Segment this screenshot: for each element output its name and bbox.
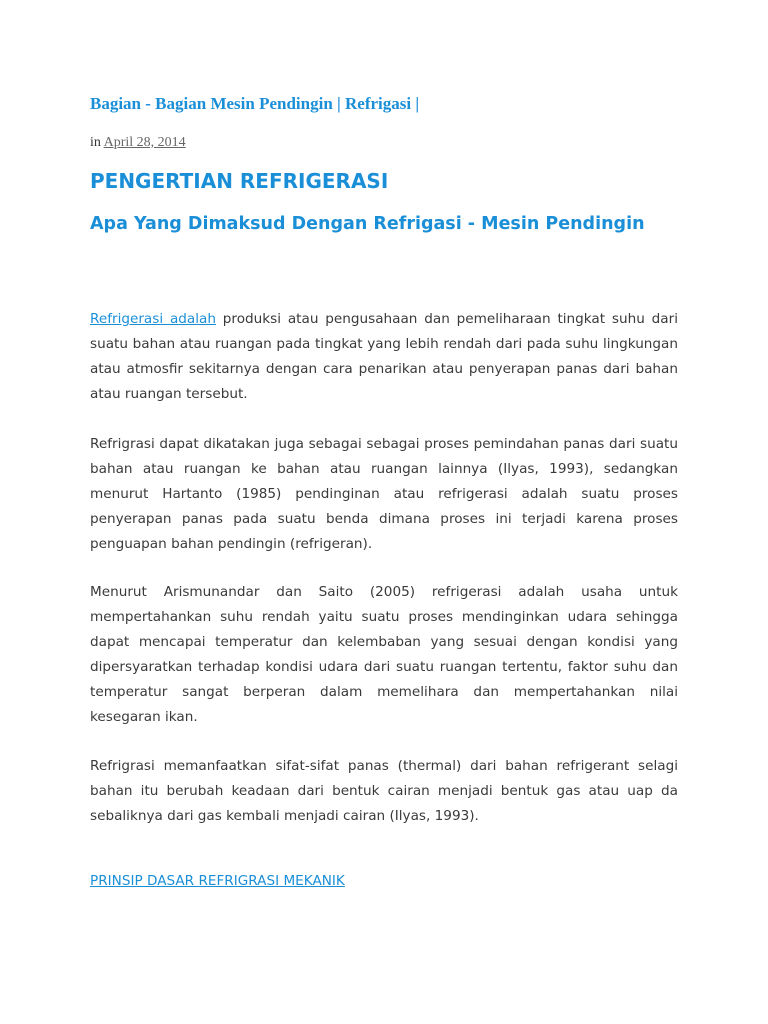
paragraph-1 [90,307,678,407]
paragraph-1-text: produksi atau pengusahaan dan pemeliharaan tingkat suhu dari suatu bahan atau ruangan pada tingkat yang lebih rendah dari pada suhu lingkungan atau atmosfir sekitarnya dengan cara penarikan atau penyerapan panas dari bahan atau ruangan tersebut. [90,311,679,402]
post-meta [90,135,186,151]
paragraph-3: Menurut Arismunandar dan Saito (2005) refrigerasi adalah usaha untuk mempertahankan suhu rendah yaitu suatu proses mendinginkan udara sehingga dapat mencapai temperatur dan kelembaban yang sesuai dengan kondisi yang dipersyaratkan terhadap kondisi udara dari suatu ruangan tertentu, faktor suhu dan temperatur sangat berperan dalam memelihara dan mempertahankan nilai kesegaran ikan. [90,584,678,725]
article-heading: PENGERTIAN REFRIGERASI [90,169,389,193]
meta-prefix: in [90,135,104,150]
prinsip-dasar-link[interactable]: PRINSIP DASAR REFRIGRASI MEKANIK [90,873,345,889]
article-subheading: Apa Yang Dimaksud Dengan Refrigasi - Mesin Pendingin [90,214,645,234]
refrigerasi-adalah-link[interactable]: Refrigerasi adalah [90,311,216,327]
post-date-link[interactable]: April 28, 2014 [103,135,186,150]
paragraph-4: Refrigrasi memanfaatkan sifat-sifat panas (thermal) dari bahan refrigerant selagi bahan itu berubah keadaan dari bentuk cairan menjadi bentuk gas atau uap da sebaliknya dari gas kembali menjadi cairan (Ilyas, 1993). [90,758,678,824]
post-title[interactable]: Bagian - Bagian Mesin Pendingin | Refrigasi | [90,94,420,113]
paragraph-2: Refrigrasi dapat dikatakan juga sebagai sebagai proses pemindahan panas dari suatu bahan atau ruangan ke bahan atau ruangan lainnya (Ilyas, 1993), sedangkan menurut Hartanto (1985) pendinginan atau refrigerasi adalah suatu proses penyerapan panas pada suatu benda dimana proses ini terjadi karena proses penguapan bahan pendingin (refrigeran). [90,436,678,552]
